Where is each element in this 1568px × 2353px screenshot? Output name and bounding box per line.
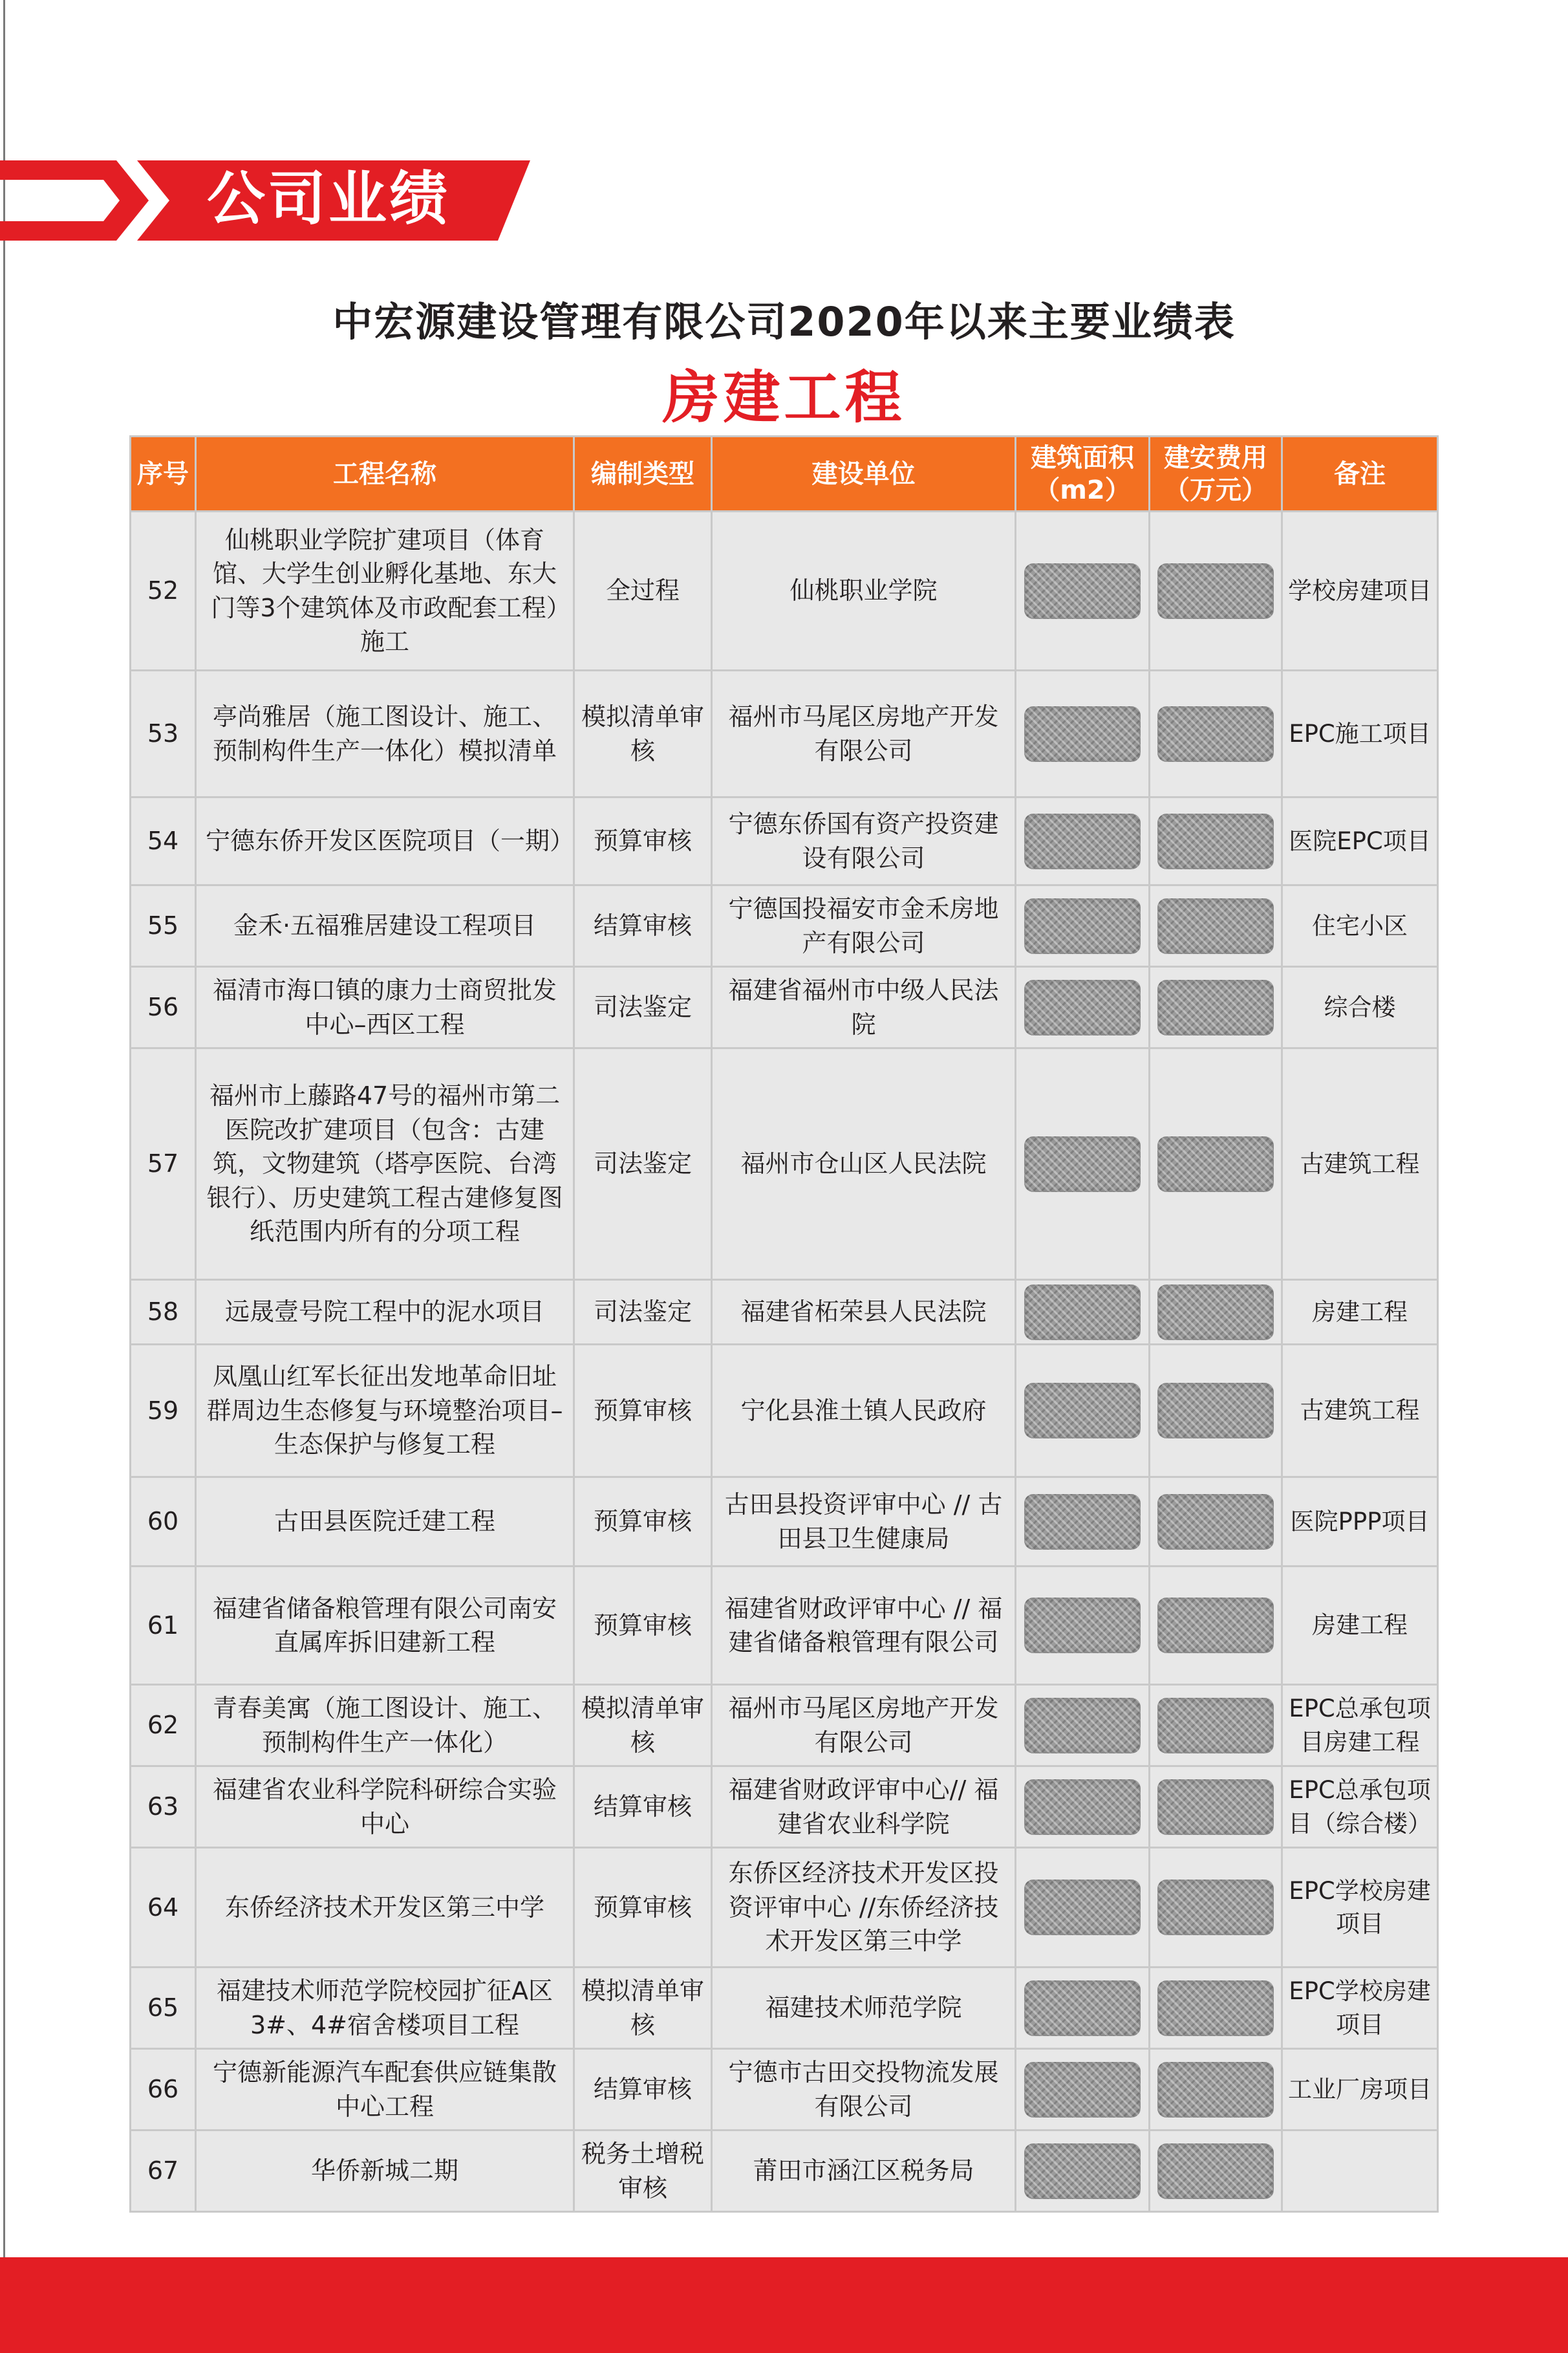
redacted-value-mask	[1024, 2062, 1141, 2118]
cell-type: 预算审核	[575, 798, 711, 884]
cell-no: 58	[131, 1281, 195, 1343]
redacted-value-mask	[1157, 1698, 1274, 1753]
cell-type: 模拟清单审核	[575, 671, 711, 796]
col-header-owner: 建设单位	[713, 437, 1015, 510]
table-row	[131, 2050, 1437, 2129]
table-row	[131, 798, 1437, 884]
cell-owner: 福州市马尾区房地产开发有限公司	[713, 671, 1015, 796]
cell-remark: 工业厂房项目	[1283, 2050, 1437, 2129]
cell-cost	[1150, 1345, 1281, 1476]
cell-project: 福州市上藤路47号的福州市第二医院改扩建项目（包含：古建筑，文物建筑（塔亭医院、台湾银行）、历史建筑工程古建修复图纸范围内所有的分项工程	[197, 1049, 573, 1279]
redacted-value-mask	[1024, 898, 1141, 954]
cell-no: 52	[131, 512, 195, 669]
table-row	[131, 1686, 1437, 1765]
cell-project: 宁德新能源汽车配套供应链集散中心工程	[197, 2050, 573, 2129]
table-row	[131, 512, 1437, 669]
cell-owner: 福建省福州市中级人民法院	[713, 968, 1015, 1047]
table-row	[131, 1849, 1437, 1966]
cell-no: 63	[131, 1767, 195, 1847]
cell-no: 64	[131, 1849, 195, 1966]
cell-remark: 房建工程	[1283, 1567, 1437, 1684]
cell-cost	[1150, 798, 1281, 884]
cell-owner: 福建省财政评审中心// 福建省农业科学院	[713, 1767, 1015, 1847]
cell-type: 结算审核	[575, 2050, 711, 2129]
cell-project: 福清市海口镇的康力士商贸批发中心–西区工程	[197, 968, 573, 1047]
cell-no: 55	[131, 886, 195, 966]
cell-project: 金禾·五福雅居建设工程项目	[197, 886, 573, 966]
cell-type: 预算审核	[575, 1345, 711, 1476]
performance-table	[129, 435, 1439, 2213]
table-row	[131, 671, 1437, 796]
cell-area	[1016, 798, 1148, 884]
cell-project: 古田县医院迁建工程	[197, 1478, 573, 1565]
banner-arrow-shape	[0, 160, 149, 241]
table-row	[131, 1281, 1437, 1343]
redacted-value-mask	[1157, 2062, 1274, 2118]
cell-project: 福建省农业科学院科研综合实验中心	[197, 1767, 573, 1847]
redacted-value-mask	[1157, 1383, 1274, 1438]
cell-type: 结算审核	[575, 886, 711, 966]
table-row	[131, 2131, 1437, 2211]
cell-type: 司法鉴定	[575, 1281, 711, 1343]
cell-remark: 古建筑工程	[1283, 1345, 1437, 1476]
cell-no: 61	[131, 1567, 195, 1684]
redacted-value-mask	[1024, 563, 1141, 619]
cell-remark: EPC学校房建项目	[1283, 1968, 1437, 2048]
table-row	[131, 1567, 1437, 1684]
cell-no: 54	[131, 798, 195, 884]
cell-area	[1016, 671, 1148, 796]
redacted-value-mask	[1157, 1136, 1274, 1192]
cell-type: 结算审核	[575, 1767, 711, 1847]
redacted-value-mask	[1157, 1494, 1274, 1550]
cell-project: 华侨新城二期	[197, 2131, 573, 2211]
redacted-value-mask	[1024, 1698, 1141, 1753]
cell-area	[1016, 1849, 1148, 1966]
cell-no: 53	[131, 671, 195, 796]
col-header-project: 工程名称	[197, 437, 573, 510]
redacted-value-mask	[1024, 1980, 1141, 2036]
cell-type: 预算审核	[575, 1849, 711, 1966]
redacted-value-mask	[1157, 706, 1274, 762]
col-header-area: 建筑面积（m2）	[1016, 437, 1148, 510]
table-row	[131, 1049, 1437, 1279]
cell-owner: 仙桃职业学院	[713, 512, 1015, 669]
cell-cost	[1150, 1849, 1281, 1966]
cell-cost	[1150, 671, 1281, 796]
cell-area	[1016, 1049, 1148, 1279]
redacted-value-mask	[1157, 2143, 1274, 2199]
cell-remark: EPC总承包项目（综合楼）	[1283, 1767, 1437, 1847]
cell-project: 亭尚雅居（施工图设计、施工、预制构件生产一体化）模拟清单	[197, 671, 573, 796]
section-title: 公司业绩	[207, 165, 450, 233]
cell-area	[1016, 1478, 1148, 1565]
cell-project: 仙桃职业学院扩建项目（体育馆、大学生创业孵化基地、东大门等3个建筑体及市政配套工程）施工	[197, 512, 573, 669]
cell-project: 福建省储备粮管理有限公司南安直属库拆旧建新工程	[197, 1567, 573, 1684]
cell-remark: 医院PPP项目	[1283, 1478, 1437, 1565]
redacted-value-mask	[1024, 1383, 1141, 1438]
footer-bar	[0, 2257, 1568, 2353]
table-row	[131, 1767, 1437, 1847]
cell-type: 税务土增税审核	[575, 2131, 711, 2211]
cell-area	[1016, 1567, 1148, 1684]
cell-cost	[1150, 1767, 1281, 1847]
cell-cost	[1150, 1281, 1281, 1343]
cell-type: 模拟清单审核	[575, 1686, 711, 1765]
cell-area	[1016, 886, 1148, 966]
cell-no: 56	[131, 968, 195, 1047]
table-row	[131, 968, 1437, 1047]
redacted-value-mask	[1157, 1598, 1274, 1653]
cell-no: 57	[131, 1049, 195, 1279]
cell-owner: 宁德国投福安市金禾房地产有限公司	[713, 886, 1015, 966]
redacted-value-mask	[1024, 1880, 1141, 1935]
cell-area	[1016, 1968, 1148, 2048]
cell-cost	[1150, 886, 1281, 966]
cell-cost	[1150, 1478, 1281, 1565]
cell-owner: 莆田市涵江区税务局	[713, 2131, 1015, 2211]
redacted-value-mask	[1157, 814, 1274, 869]
col-header-remark: 备注	[1283, 437, 1437, 510]
table-header-row	[131, 437, 1437, 510]
table-row	[131, 886, 1437, 966]
table-row	[131, 1478, 1437, 1565]
cell-type: 模拟清单审核	[575, 1968, 711, 2048]
redacted-value-mask	[1024, 1779, 1141, 1835]
redacted-value-mask	[1157, 563, 1274, 619]
cell-area	[1016, 2131, 1148, 2211]
cell-type: 全过程	[575, 512, 711, 669]
cell-type: 预算审核	[575, 1567, 711, 1684]
cell-no: 65	[131, 1968, 195, 2048]
cell-project: 凤凰山红军长征出发地革命旧址群周边生态修复与环境整治项目–生态保护与修复工程	[197, 1345, 573, 1476]
cell-area	[1016, 1686, 1148, 1765]
cell-cost	[1150, 1049, 1281, 1279]
cell-no: 60	[131, 1478, 195, 1565]
redacted-value-mask	[1157, 1285, 1274, 1340]
cell-remark: 医院EPC项目	[1283, 798, 1437, 884]
col-header-type: 编制类型	[575, 437, 711, 510]
table-row	[131, 1345, 1437, 1476]
cell-remark: EPC总承包项目房建工程	[1283, 1686, 1437, 1765]
cell-no: 67	[131, 2131, 195, 2211]
cell-area	[1016, 1767, 1148, 1847]
cell-owner: 古田县投资评审中心 // 古田县卫生健康局	[713, 1478, 1015, 1565]
redacted-value-mask	[1157, 1779, 1274, 1835]
redacted-value-mask	[1024, 814, 1141, 869]
redacted-value-mask	[1157, 898, 1274, 954]
cell-cost	[1150, 512, 1281, 669]
redacted-value-mask	[1024, 1136, 1141, 1192]
col-header-no: 序号	[131, 437, 195, 510]
col-header-cost: 建安费用（万元）	[1150, 437, 1281, 510]
cell-area	[1016, 1345, 1148, 1476]
cell-remark: 综合楼	[1283, 968, 1437, 1047]
cell-remark: 古建筑工程	[1283, 1049, 1437, 1279]
cell-remark	[1283, 2131, 1437, 2211]
cell-no: 59	[131, 1345, 195, 1476]
cell-cost	[1150, 1968, 1281, 2048]
page-title: 中宏源建设管理有限公司2020年以来主要业绩表	[332, 298, 1236, 345]
cell-project: 宁德东侨开发区医院项目（一期）	[197, 798, 573, 884]
cell-owner: 宁化县淮土镇人民政府	[713, 1345, 1015, 1476]
cell-owner: 福建省财政评审中心 // 福建省储备粮管理有限公司	[713, 1567, 1015, 1684]
cell-remark: 房建工程	[1283, 1281, 1437, 1343]
cell-cost	[1150, 1686, 1281, 1765]
cell-remark: 住宅小区	[1283, 886, 1437, 966]
cell-type: 预算审核	[575, 1478, 711, 1565]
cell-cost	[1150, 2050, 1281, 2129]
category-title: 房建工程	[662, 364, 906, 431]
redacted-value-mask	[1024, 980, 1141, 1036]
cell-owner: 福州市仓山区人民法院	[713, 1049, 1015, 1279]
redacted-value-mask	[1024, 1494, 1141, 1550]
cell-type: 司法鉴定	[575, 968, 711, 1047]
cell-remark: EPC施工项目	[1283, 671, 1437, 796]
cell-owner: 宁德市古田交投物流发展有限公司	[713, 2050, 1015, 2129]
cell-type: 司法鉴定	[575, 1049, 711, 1279]
redacted-value-mask	[1157, 1980, 1274, 2036]
cell-owner: 福建技术师范学院	[713, 1968, 1015, 2048]
cell-owner: 东侨区经济技术开发区投资评审中心 //东侨经济技术开发区第三中学	[713, 1849, 1015, 1966]
cell-cost	[1150, 968, 1281, 1047]
cell-cost	[1150, 2131, 1281, 2211]
cell-project: 福建技术师范学院校园扩征A区3#、4#宿舍楼项目工程	[197, 1968, 573, 2048]
cell-area	[1016, 512, 1148, 669]
cell-remark: 学校房建项目	[1283, 512, 1437, 669]
cell-no: 66	[131, 2050, 195, 2129]
cell-project: 青春美寓（施工图设计、施工、预制构件生产一体化）	[197, 1686, 573, 1765]
redacted-value-mask	[1024, 1285, 1141, 1340]
cell-owner: 福建省柘荣县人民法院	[713, 1281, 1015, 1343]
cell-project: 东侨经济技术开发区第三中学	[197, 1849, 573, 1966]
cell-owner: 宁德东侨国有资产投资建设有限公司	[713, 798, 1015, 884]
redacted-value-mask	[1024, 706, 1141, 762]
cell-area	[1016, 968, 1148, 1047]
redacted-value-mask	[1157, 980, 1274, 1036]
cell-area	[1016, 2050, 1148, 2129]
cell-no: 62	[131, 1686, 195, 1765]
cell-remark: EPC学校房建项目	[1283, 1849, 1437, 1966]
redacted-value-mask	[1024, 1598, 1141, 1653]
redacted-value-mask	[1024, 2143, 1141, 2199]
table-row	[131, 1968, 1437, 2048]
cell-project: 远晟壹号院工程中的泥水项目	[197, 1281, 573, 1343]
redacted-value-mask	[1157, 1880, 1274, 1935]
cell-area	[1016, 1281, 1148, 1343]
cell-cost	[1150, 1567, 1281, 1684]
cell-owner: 福州市马尾区房地产开发有限公司	[713, 1686, 1015, 1765]
